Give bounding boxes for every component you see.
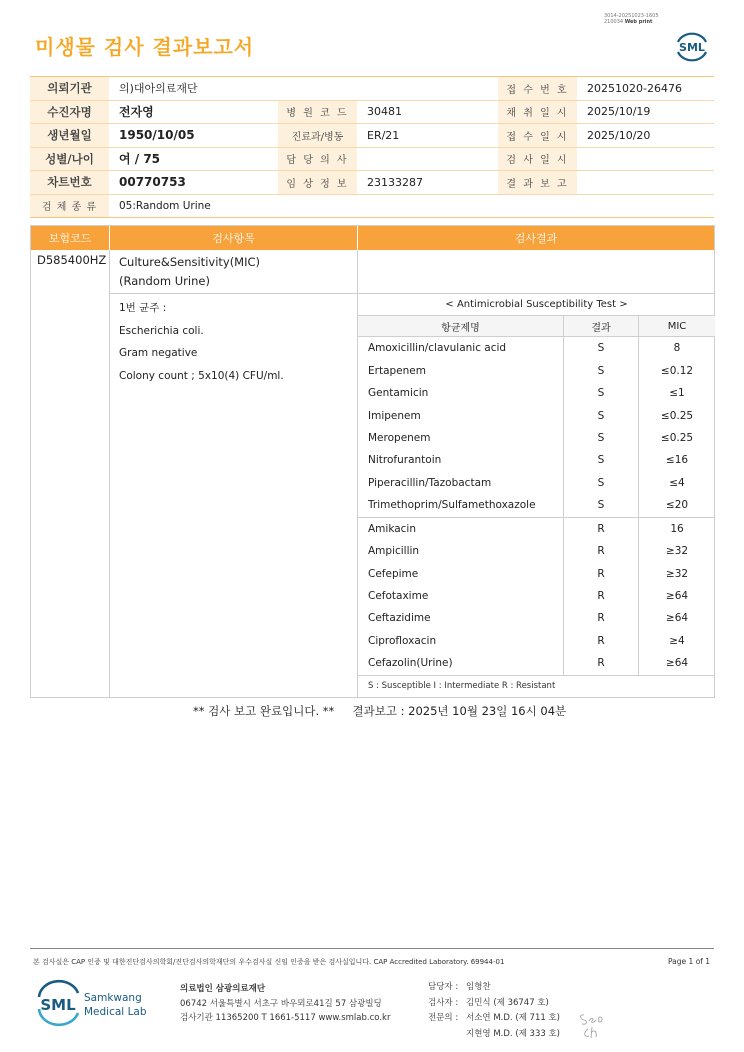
ast-row — [358, 427, 715, 449]
ast-drug: Imipenem — [358, 404, 564, 426]
ast-drug: Nitrofurantoin — [358, 449, 564, 471]
staff-row — [428, 1011, 560, 1027]
ast-row — [358, 562, 715, 584]
staff-role: 전문의 : — [428, 1013, 459, 1023]
name-label: 수진자명 — [30, 101, 109, 124]
result-table-header — [31, 226, 714, 250]
info-row — [30, 101, 714, 125]
ast-row — [358, 337, 715, 359]
hospital-code-value: 30481 — [367, 105, 402, 119]
staff-row — [428, 1027, 560, 1043]
info-row — [30, 171, 714, 195]
collect-date-value: 2025/10/19 — [587, 105, 651, 119]
test-item-line2: (Random Urine) — [119, 274, 210, 288]
ast-row — [358, 585, 715, 607]
ast-mic: ≤16 — [665, 454, 689, 467]
ast-result: S — [564, 359, 639, 381]
ast-result: S — [564, 337, 639, 359]
ast-col-mic: MIC — [667, 320, 687, 332]
ast-drug: Ampicillin — [358, 540, 564, 562]
staff-row — [428, 996, 560, 1012]
col-item: 검사항목 — [110, 226, 358, 250]
ast-row — [358, 518, 715, 540]
print-info — [604, 13, 659, 25]
staff-list — [428, 980, 560, 1042]
staff-name: 임형찬 — [466, 982, 491, 992]
ast-mic: 8 — [673, 342, 681, 355]
ast-drug: Cefotaxime — [358, 585, 564, 607]
info-row — [30, 195, 714, 219]
ast-result: S — [564, 382, 639, 404]
ast-row — [358, 630, 715, 652]
sex-age-value: 여 / 75 — [119, 152, 161, 167]
col-result: 검사결과 — [514, 232, 558, 245]
info-row — [30, 77, 714, 101]
corp-contact: 검사기관 11365200 T 1661-5117 www.smlab.co.kr — [180, 1013, 391, 1023]
samkwang-logo — [36, 979, 156, 1027]
ast-mic: ≤0.12 — [660, 364, 694, 377]
ast-row — [358, 449, 715, 471]
receipt-date-value: 2025/10/20 — [587, 128, 651, 142]
sml-logo — [672, 28, 712, 64]
chart-value: 00770753 — [119, 175, 186, 190]
ast-drug: Meropenem — [358, 427, 564, 449]
receipt-date-label: 접 수 일 시 — [498, 124, 577, 147]
corp-name: 의료법인 삼광의료재단 — [180, 984, 266, 994]
organism-info — [119, 297, 284, 387]
ast-row — [358, 382, 715, 404]
request-org-value: 의)대아의료재단 — [119, 82, 198, 96]
ast-row — [358, 540, 715, 562]
ast-mic: ≥32 — [665, 567, 689, 580]
ast-result: R — [564, 562, 639, 584]
signature — [578, 1009, 612, 1041]
report-label: 결 과 보 고 — [498, 171, 577, 194]
staff-name: 서소연 M.D. (제 711 호) — [466, 1013, 561, 1023]
ast-result: S — [564, 472, 639, 494]
page-number: Page 1 of 1 — [668, 957, 711, 966]
ast-mic: ≤0.25 — [660, 409, 694, 422]
ast-result: R — [564, 652, 639, 674]
hospital-code-label: 병 원 코 드 — [278, 101, 357, 124]
ast-col-drug: 항균제명 — [358, 316, 564, 336]
ast-drug: Gentamicin — [358, 382, 564, 404]
ast-drug: Cefepime — [358, 562, 564, 584]
test-date-label: 검 사 일 시 — [498, 148, 577, 171]
name-value: 전자영 — [119, 105, 154, 120]
result-table — [30, 225, 715, 698]
info-row — [30, 148, 714, 172]
specimen-value: 05:Random Urine — [119, 199, 211, 212]
receipt-no-label: 접 수 번 호 — [498, 77, 577, 100]
report-title: 미생물 검사 결과보고서 — [35, 35, 255, 59]
organism-line4: Colony count ; 5x10(4) CFU/ml. — [119, 369, 284, 382]
ast-mic: ≤1 — [669, 387, 685, 400]
ast-drug: Piperacillin/Tazobactam — [358, 472, 564, 494]
ast-mic: ≤0.25 — [660, 431, 694, 444]
receipt-no-value: 20251020-26476 — [587, 81, 682, 95]
clinical-label: 임 상 정 보 — [278, 171, 357, 194]
sex-age-label: 성별/나이 — [30, 148, 109, 171]
divider — [109, 250, 110, 697]
ast-drug: Trimethoprim/Sulfamethoxazole — [358, 494, 564, 516]
corp-info — [180, 982, 390, 1026]
ast-column-header — [358, 316, 715, 337]
patient-info-table — [30, 76, 714, 218]
ast-mic: ≥64 — [665, 590, 689, 603]
ast-drug: Ertapenem — [358, 359, 564, 381]
ast-mic: ≥64 — [665, 612, 689, 625]
ast-mic: ≥64 — [665, 657, 689, 670]
ast-mic: ≤20 — [665, 499, 689, 512]
specimen-label: 검 체 종 류 — [30, 195, 109, 218]
collect-date-label: 채 취 일 시 — [498, 101, 577, 124]
staff-name: 지현영 M.D. (제 333 호) — [466, 1028, 561, 1039]
ast-mic: ≥32 — [665, 545, 689, 558]
doctor-value — [357, 148, 498, 171]
chart-label: 차트번호 — [30, 171, 109, 194]
ast-result: S — [564, 494, 639, 516]
organism-line1: 1번 균주 : — [119, 302, 167, 314]
ast-result: S — [564, 404, 639, 426]
ast-result: R — [564, 585, 639, 607]
ast-drug: Cefazolin(Urine) — [358, 652, 564, 674]
ast-row — [358, 359, 715, 381]
clinical-value: 23133287 — [367, 175, 423, 189]
organism-line3: Gram negative — [119, 347, 198, 359]
print-label: Web print — [624, 19, 653, 25]
ast-result: R — [564, 518, 639, 540]
ast-title: < Antimicrobial Susceptibility Test > — [358, 293, 715, 316]
ast-row — [358, 652, 715, 674]
completion-note: ** 검사 보고 완료입니다. ** 결과보고 : 2025년 10월 23일 16시 04분 — [193, 704, 567, 718]
footer-divider — [30, 948, 714, 949]
logo-line1: Samkwang — [84, 992, 142, 1004]
ast-susceptible-group — [358, 337, 715, 517]
ast-resistant-group — [358, 517, 715, 675]
ast-row — [358, 472, 715, 494]
organism-line2: Escherichia coli. — [119, 324, 204, 337]
ast-result: S — [564, 449, 639, 471]
ast-mic: 16 — [670, 522, 684, 535]
birth-value: 1950/10/05 — [119, 128, 195, 143]
ast-legend: S : Susceptible I : Intermediate R : Resistant — [358, 675, 715, 697]
corp-address: 06742 서울특별시 서초구 바우뫼로41길 57 삼광빌딩 — [180, 998, 382, 1009]
ast-result: R — [564, 607, 639, 629]
staff-row — [428, 980, 560, 996]
sml-logo-text: SML — [679, 41, 705, 54]
col-code: 보험코드 — [31, 226, 110, 250]
request-org-label: 의뢰기관 — [30, 77, 109, 100]
birth-label: 생년월일 — [30, 124, 109, 147]
divider — [357, 250, 358, 293]
info-row — [30, 124, 714, 148]
ast-drug: Amikacin — [358, 518, 564, 540]
ast-result: R — [564, 540, 639, 562]
dept-label: 진료과/병동 — [278, 124, 357, 147]
staff-name: 김민식 (제 36747 호) — [466, 997, 549, 1008]
staff-role: 검사자 : — [428, 997, 459, 1008]
staff-role: 담당자 : — [428, 982, 459, 992]
test-item-line1: Culture&Sensitivity(MIC) — [119, 255, 261, 269]
print-code: 3014-20251023-1605 — [604, 13, 659, 19]
staff-role — [428, 1027, 466, 1043]
ast-drug: Ciprofloxacin — [358, 630, 564, 652]
ast-row — [358, 404, 715, 426]
doctor-label: 담 당 의 사 — [278, 148, 357, 171]
insurance-code: D585400HZ — [37, 253, 107, 267]
ast-drug: Amoxicillin/clavulanic acid — [358, 337, 564, 359]
ast-row — [358, 607, 715, 629]
report-value — [577, 171, 714, 194]
test-item — [119, 253, 260, 291]
ast-mic: ≤4 — [669, 476, 685, 489]
samkwang-logo-mark: SML — [40, 996, 76, 1014]
ast-mic: ≥4 — [669, 634, 685, 647]
ast-result: S — [564, 427, 639, 449]
dept-value: ER/21 — [367, 128, 400, 142]
ast-table — [358, 293, 715, 697]
ast-drug: Ceftazidime — [358, 607, 564, 629]
logo-line2: Medical Lab — [84, 1006, 147, 1018]
accreditation-note: 본 검사실은 CAP 인증 및 대한진단검사의학회/진단검사의학재단의 우수검사실 신임 인증을 받은 검사실입니다. CAP Accredited Laboratory. 69944-01 — [33, 958, 505, 966]
test-date-value — [577, 148, 714, 171]
print-code2: 210034 — [604, 19, 624, 25]
ast-result: R — [564, 630, 639, 652]
ast-row — [358, 494, 715, 516]
ast-col-result: 결과 — [564, 316, 639, 336]
